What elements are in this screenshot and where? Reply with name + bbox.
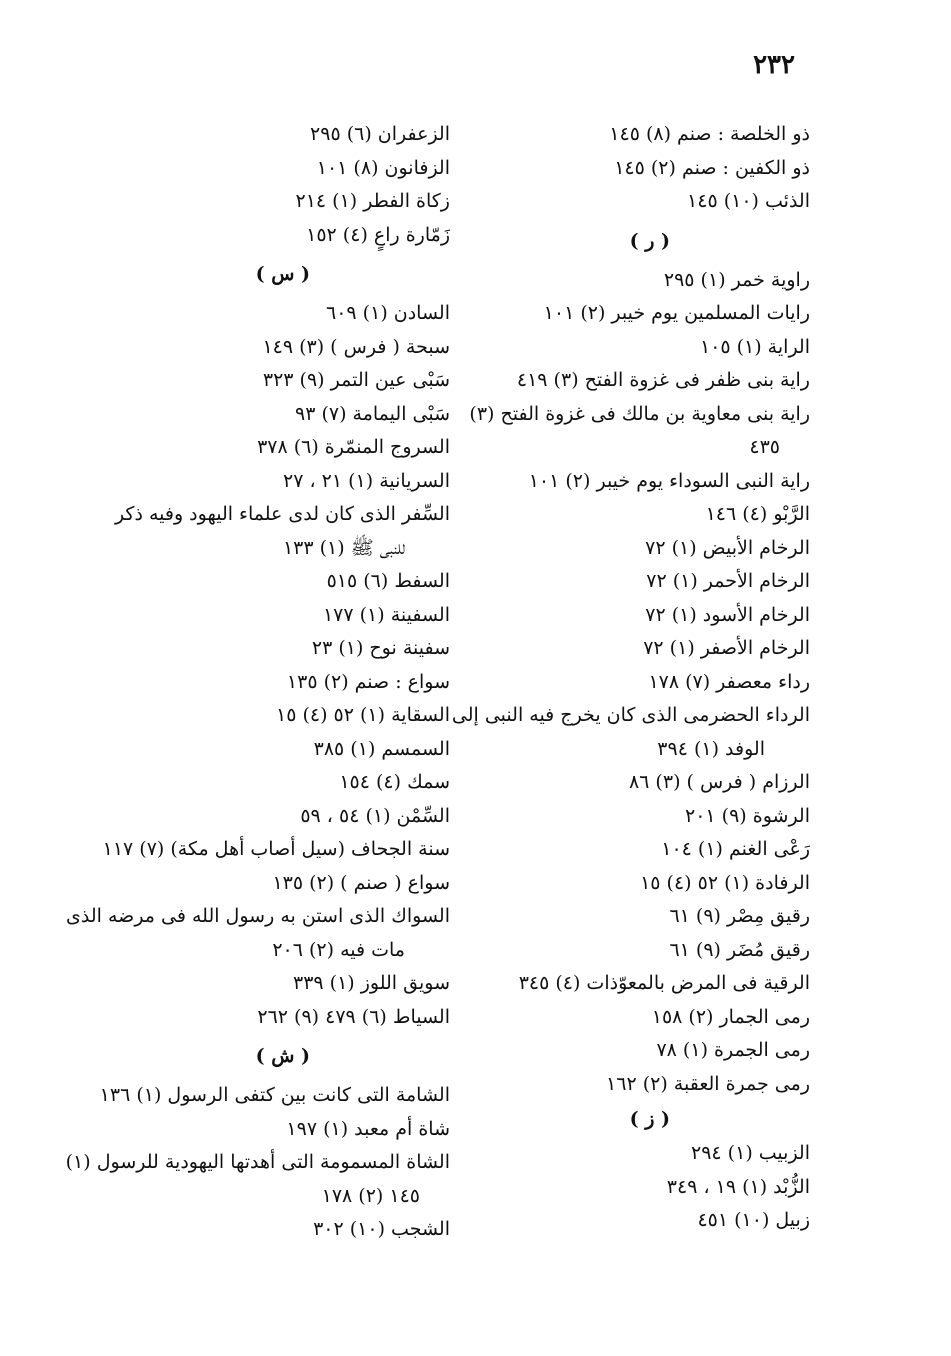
index-entry: ذو الكفين : صنم (٢) ١٤٥ [614, 156, 810, 179]
section-heading-ra: ( ر ) [629, 229, 670, 252]
index-entry: الرزام ( فرس ) (٣) ٨٦ [628, 771, 810, 793]
section-heading-shin: ( ش ) [255, 1045, 310, 1067]
page-number: ٢٣٢ [753, 50, 795, 80]
index-entry: الرداء الحضرمى الذى كان يخرج فيه النبى إلى [451, 704, 810, 726]
index-entry: راوية خمر (١) ٢٩٥ [663, 268, 810, 291]
index-entry: السياط (٦) ٤٧٩ (٩) ٢٦٢ [257, 1005, 450, 1028]
index-entry: الرقية فى المرض بالمعوّذات (٤) ٣٤٥ [518, 972, 810, 994]
index-entry: سواع ( صنم ) (٢) ١٣٥ [272, 871, 450, 894]
index-entry: الرشوة (٩) ٢٠١ [685, 804, 810, 827]
index-entry-continuation: الوفد (١) ٣٩٤ [657, 737, 765, 760]
index-entry: رمى الجمار (٢) ١٥٨ [651, 1005, 810, 1028]
left-column [65, 118, 450, 1247]
index-entry-continuation: للنبى ﷺ (١) ١٣٣ [282, 536, 405, 559]
index-entry: الشامة التى كانت بين كتفى الرسول (١) ١٣٦ [99, 1084, 450, 1106]
index-entry: الرخام الأحمر (١) ٧٢ [646, 570, 810, 592]
index-entry: السمسم (١) ٣٨٥ [313, 737, 450, 760]
index-entry: زكاة الفطر (١) ٢١٤ [295, 190, 450, 212]
index-entry: راية بنى ظفر فى غزوة الفتح (٣) ٤١٩ [516, 369, 810, 391]
index-entry: السادن (١) ٦٠٩ [326, 302, 450, 324]
index-entry: رداء معصفر (٧) ١٧٨ [648, 670, 810, 693]
index-entry: رمى الجمرة (١) ٧٨ [656, 1039, 810, 1061]
index-entry: رمى جمرة العقبة (٢) ١٦٢ [606, 1072, 810, 1095]
index-entry: الزُّبْد (١) ١٩ ، ٣٤٩ [666, 1175, 810, 1198]
index-entry: سويق اللوز (١) ٣٣٩ [292, 972, 450, 994]
section-heading-sin: ( س ) [255, 263, 310, 285]
index-entry: ذو الخلصة : صنم (٨) ١٤٥ [609, 123, 810, 145]
index-entry: رقيق مِصْر (٩) ٦١ [669, 905, 810, 927]
index-entry: رايات المسلمين يوم خيبر (٢) ١٠١ [543, 302, 810, 324]
right-column [451, 118, 810, 1238]
index-entry: السِّفر الذى كان لدى علماء اليهود وفيه ذكر [114, 503, 450, 525]
index-entry: سبحة ( فرس ) (٣) ١٤٩ [262, 335, 450, 358]
index-entry: الشجب (١٠) ٣٠٢ [313, 1218, 450, 1240]
index-entry: سفينة نوح (١) ٢٣ [311, 637, 450, 659]
index-entry: رقيق مُضَر (٩) ٦١ [669, 938, 810, 961]
index-entry: شاة أم معبد (١) ١٩٧ [286, 1117, 450, 1140]
index-entry: الراية (١) ١٠٥ [699, 335, 810, 358]
index-entry: الرخام الأسود (١) ٧٢ [645, 603, 810, 626]
index-entry: الذئب (١٠) ١٤٥ [687, 190, 810, 212]
index-entry: زبيل (١٠) ٤٥١ [697, 1209, 810, 1231]
index-entry-continuation: ٤٣٥ [749, 436, 780, 458]
index-entry: الرفادة (١) ٥٢ (٤) ١٥ [640, 871, 810, 894]
index-entry: الزعفران (٦) ٢٩٥ [310, 123, 450, 145]
index-entry: سمك (٤) ١٥٤ [339, 771, 450, 793]
index-entry: سَبْى عين التمر (٩) ٣٢٣ [262, 369, 450, 391]
index-entry: السفينة (١) ١٧٧ [322, 603, 450, 626]
index-entry: الزفانون (٨) ١٠١ [316, 156, 450, 179]
index-entry: السفط (٦) ٥١٥ [326, 570, 450, 592]
index-entry: سَبْى اليمامة (٧) ٩٣ [294, 402, 450, 425]
index-entry-continuation: مات فيه (٢) ٢٠٦ [272, 938, 405, 961]
index-entry: سواع : صنم (٢) ١٣٥ [286, 670, 450, 693]
index-entry: راية بنى معاوية بن مالك فى غزوة الفتح (٣) [469, 402, 810, 425]
index-entry: الشاة المسمومة التى أهدتها اليهودية للرسول (١) [65, 1151, 450, 1173]
index-entry: السِّمْن (١) ٥٤ ، ٥٩ [300, 804, 450, 827]
index-entry-continuation: ١٤٥ (٢) ١٧٨ [321, 1184, 420, 1207]
index-entry: راية النبى السوداء يوم خيبر (٢) ١٠١ [528, 469, 810, 492]
index-entry: السقاية (١) ٥٢ (٤) ١٥ [276, 704, 450, 726]
index-entry: الرَّبْو (٤) ١٤٦ [705, 503, 810, 525]
index-entry: السريانية (١) ٢١ ، ٢٧ [283, 469, 450, 492]
index-entry: زَمّارة راعٍ (٤) ١٥٢ [306, 223, 450, 246]
index-entry: السروج المنمّرة (٦) ٣٧٨ [257, 436, 450, 458]
index-entry: الزبيب (١) ٢٩٤ [691, 1142, 810, 1164]
index-entry: الرخام الأبيض (١) ٧٢ [645, 536, 810, 559]
index-entry: الرخام الأصفر (١) ٧٢ [643, 637, 810, 659]
index-entry: السواك الذى استن به رسول الله فى مرضه الذى [66, 905, 450, 927]
section-heading-zay: ( ز ) [629, 1108, 670, 1130]
index-entry: سنة الجحاف (سيل أصاب أهل مكة) (٧) ١١٧ [102, 838, 450, 860]
index-entry: رَعْى الغنم (١) ١٠٤ [661, 838, 810, 860]
